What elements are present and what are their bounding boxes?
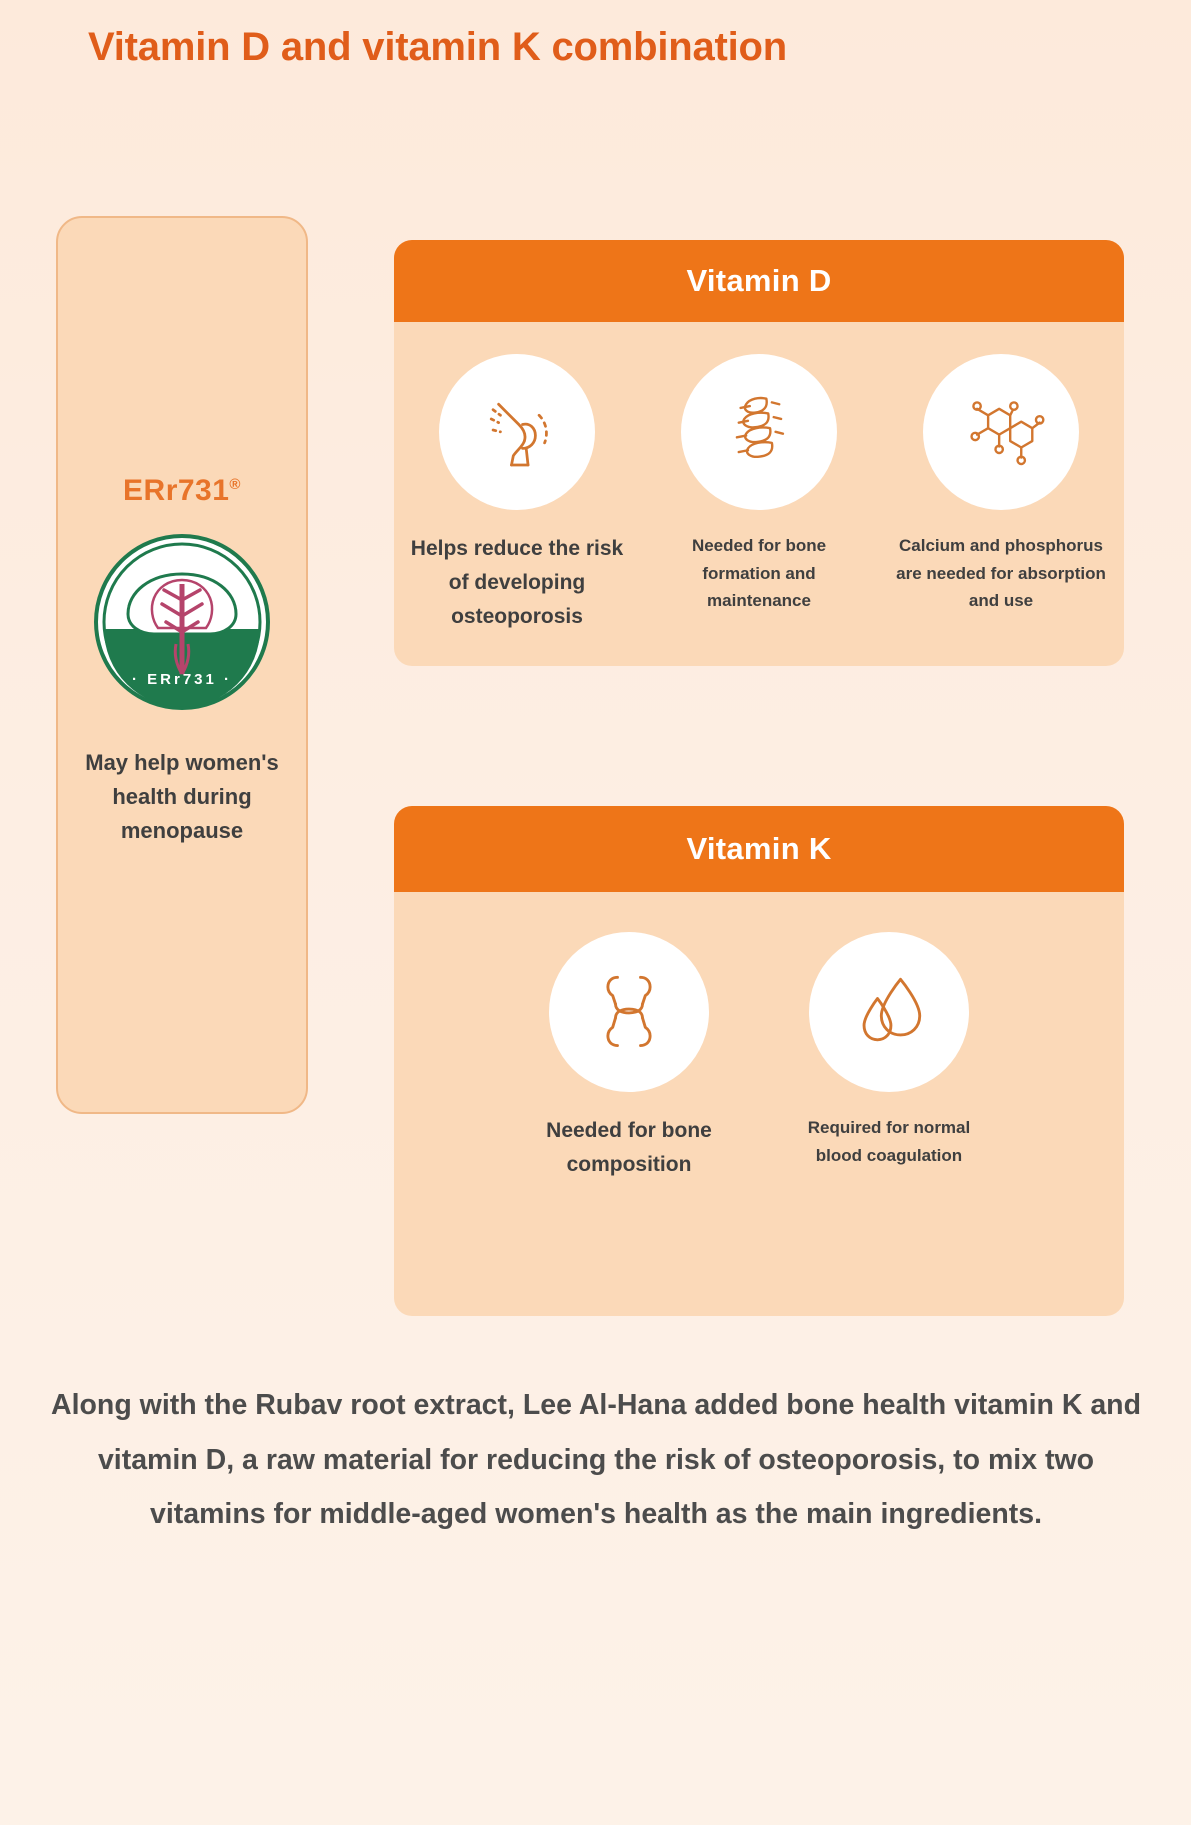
svg-text:· ERr731 ·: · ERr731 · xyxy=(131,671,233,688)
icon-bubble xyxy=(809,932,969,1092)
icon-bubble xyxy=(439,354,595,510)
bone-icon xyxy=(581,962,677,1063)
list-item-text: Required for normal blood coagulation xyxy=(807,1118,971,1165)
list-item-text: Needed for bone composition xyxy=(546,1119,712,1177)
brand-name xyxy=(123,474,241,508)
brand-card xyxy=(56,216,308,1114)
vitamin-k-header xyxy=(394,806,1124,892)
knee-joint-icon xyxy=(471,384,563,481)
page-title: Vitamin D and vitamin K combination xyxy=(88,25,788,69)
list-item-text: Needed for bone formation and maintenance xyxy=(691,536,827,611)
vitamin-d-header xyxy=(394,240,1124,322)
summary-paragraph: Along with the Rubav root extract, Lee Al-Hana added bone health vitamin K and vitamin D, a raw material for reducing the risk of osteoporosis, to mix two vitamins for middle-aged women's health as the main ingredients. xyxy=(51,1389,1141,1531)
spine-icon xyxy=(713,384,805,481)
registered-mark: ® xyxy=(229,476,241,493)
err731-seal xyxy=(94,534,270,710)
vitamin-d-heading: Vitamin D xyxy=(686,263,832,298)
list-item-text: Calcium and phosphorus are needed for absorption and use xyxy=(896,536,1106,611)
list-item xyxy=(529,932,729,1182)
list-item xyxy=(410,354,624,634)
icon-bubble xyxy=(923,354,1079,510)
vitamin-k-items xyxy=(394,892,1124,1182)
brand-name-text: ERr731 xyxy=(123,474,230,507)
vitamin-k-panel xyxy=(394,806,1124,1316)
list-item xyxy=(789,932,989,1169)
vitamin-d-items xyxy=(394,322,1124,634)
icon-bubble xyxy=(681,354,837,510)
list-item-text: Helps reduce the risk of developing osteoporosis xyxy=(410,537,624,629)
blood-drop-icon xyxy=(841,962,937,1063)
molecule-icon xyxy=(955,384,1047,481)
list-item xyxy=(652,354,866,615)
list-item xyxy=(894,354,1108,615)
vitamin-d-panel xyxy=(394,240,1124,666)
icon-bubble xyxy=(549,932,709,1092)
brand-caption: May help women's health during menopause xyxy=(85,750,279,844)
vitamin-k-heading: Vitamin K xyxy=(686,831,832,866)
